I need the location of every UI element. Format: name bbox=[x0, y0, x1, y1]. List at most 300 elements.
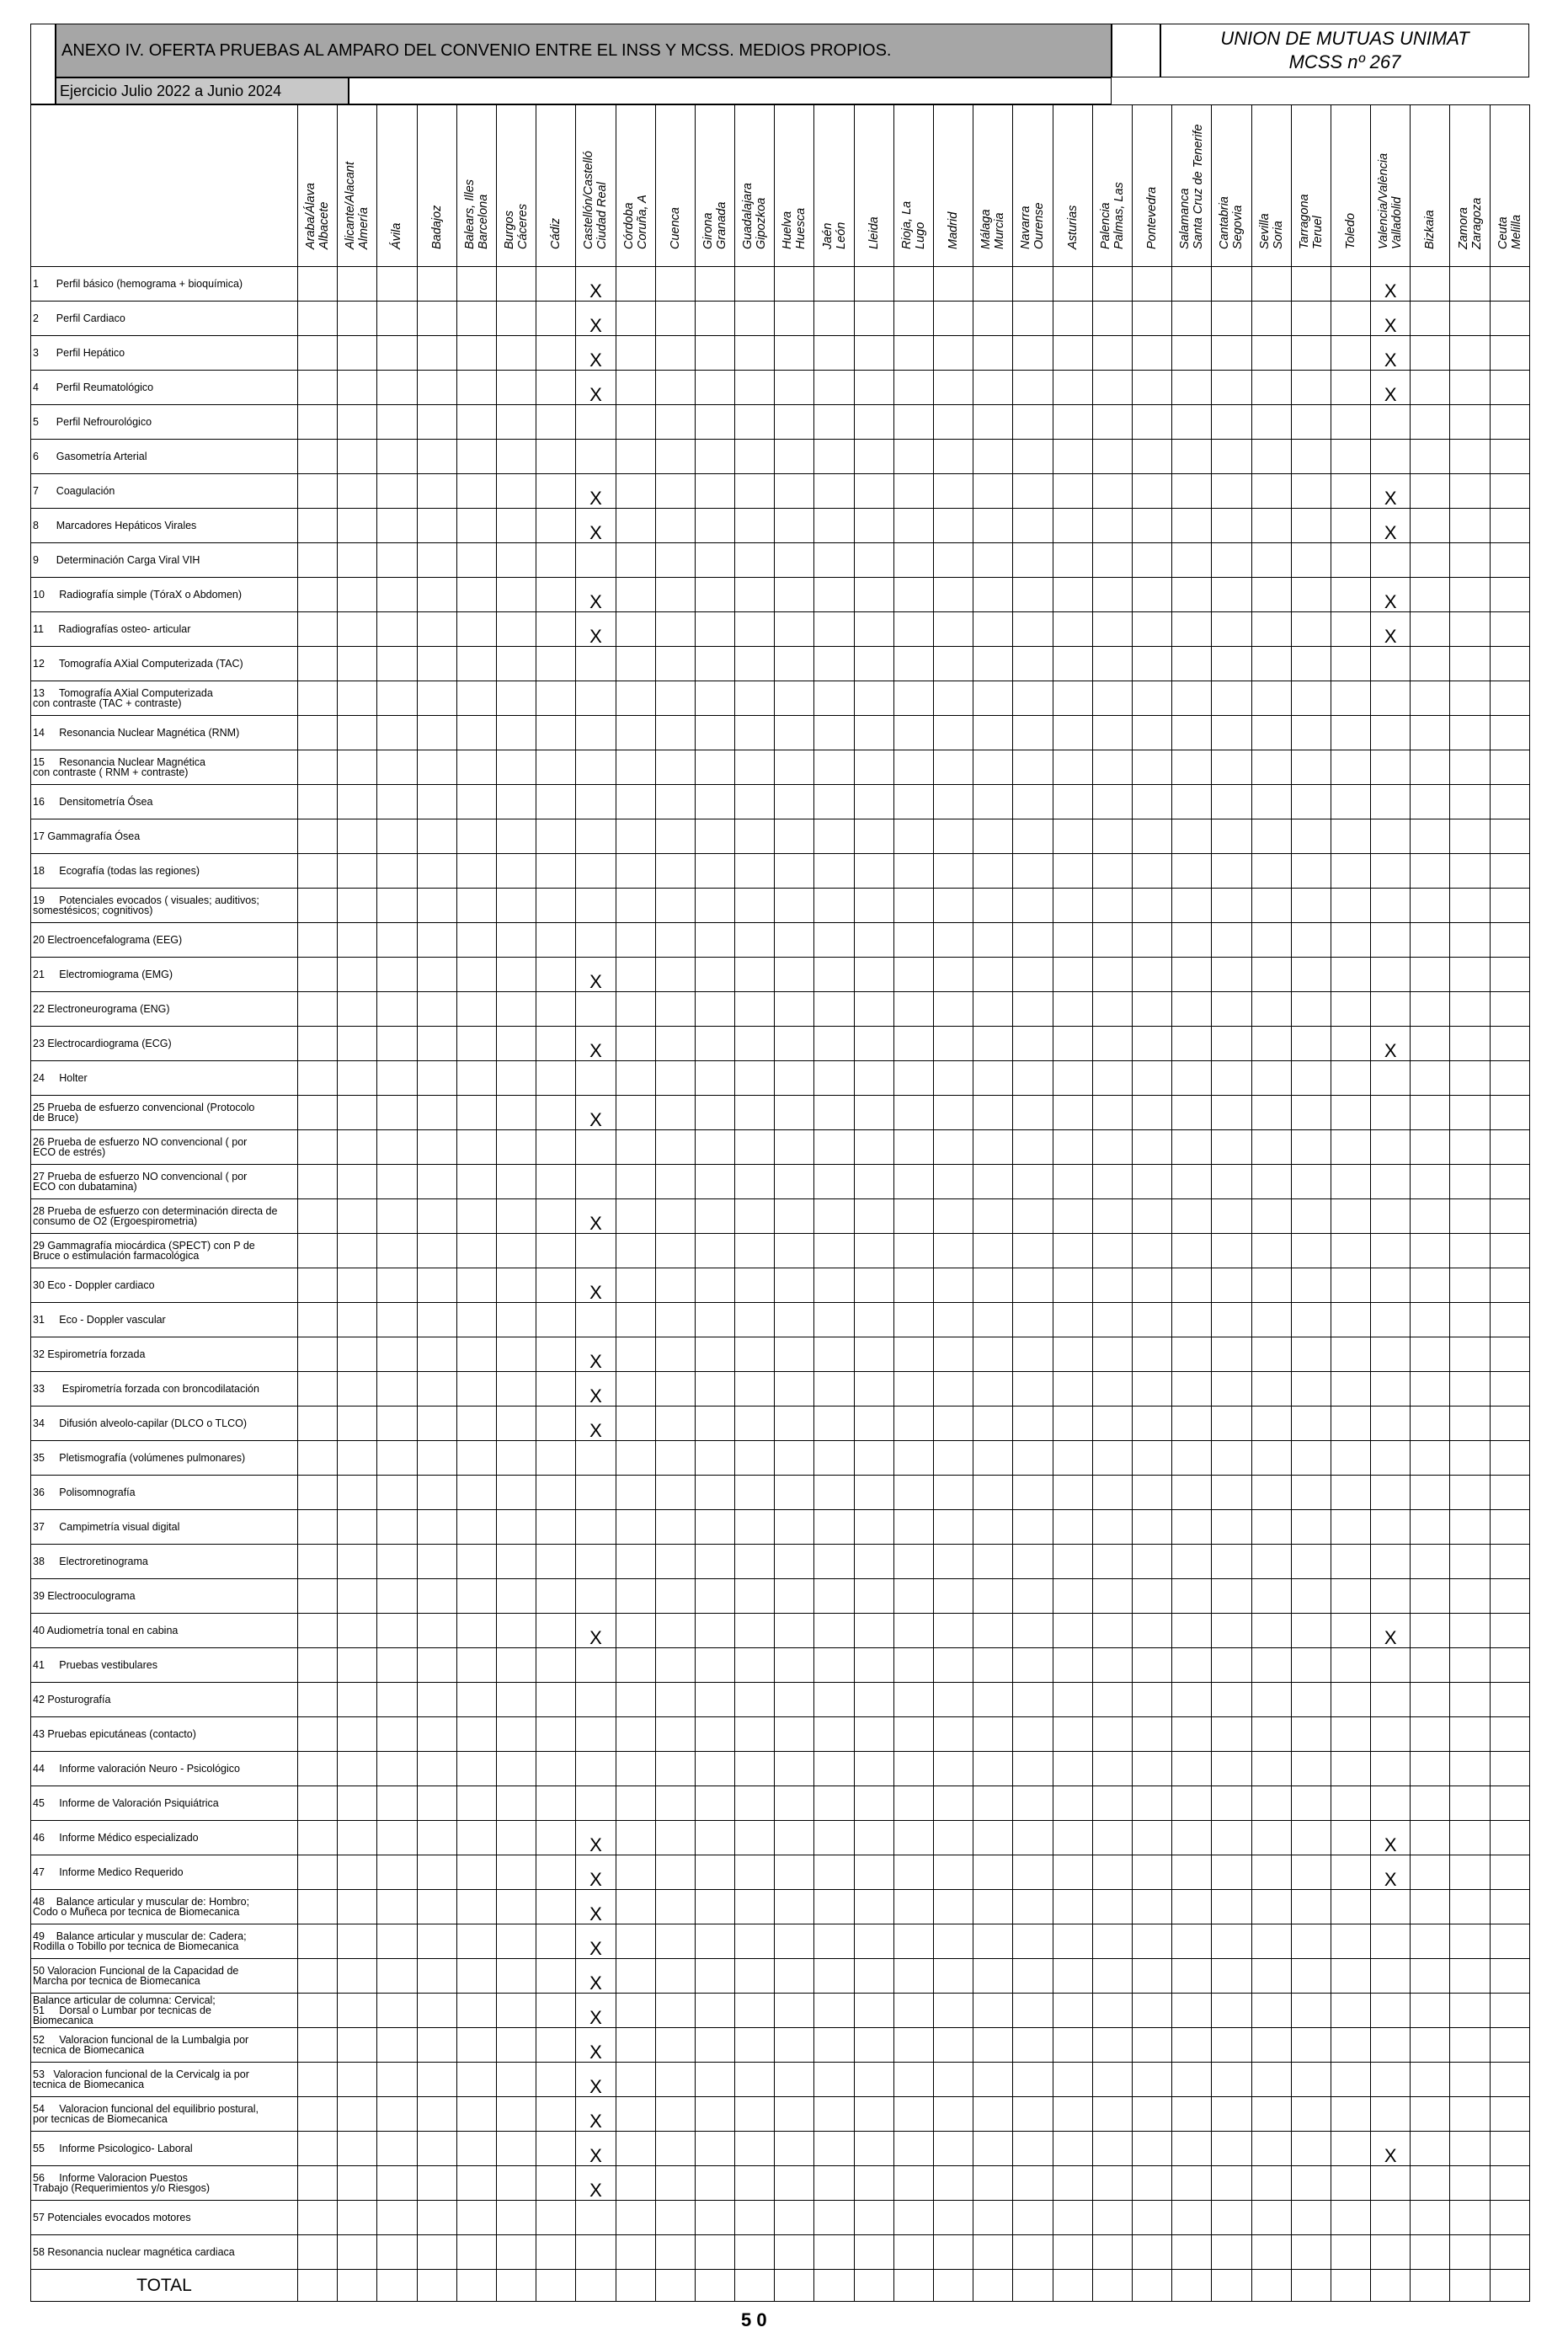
offer-mark: X bbox=[589, 1834, 602, 1855]
offer-cell bbox=[1450, 336, 1490, 371]
offer-cell bbox=[1092, 716, 1132, 750]
offer-cell bbox=[1331, 371, 1370, 405]
offer-cell bbox=[298, 2063, 338, 2097]
test-row bbox=[31, 1165, 1530, 1199]
offer-cell bbox=[934, 2097, 973, 2132]
offer-cell bbox=[1331, 854, 1370, 889]
offer-cell bbox=[616, 1752, 655, 1786]
offer-cell bbox=[735, 1303, 775, 1337]
test-label-line: 16 Densitometría Ósea bbox=[33, 796, 153, 808]
offer-cell bbox=[1092, 543, 1132, 578]
offer-cell bbox=[1172, 1303, 1212, 1337]
offer-cell bbox=[1490, 2028, 1529, 2063]
offer-cell bbox=[854, 1994, 893, 2028]
offer-cell bbox=[576, 509, 616, 543]
offer-cell bbox=[496, 509, 536, 543]
total-cell bbox=[298, 2270, 338, 2302]
offer-cell bbox=[456, 1752, 496, 1786]
offer-cell bbox=[456, 681, 496, 716]
offer-cell bbox=[814, 1303, 854, 1337]
test-label-line: 35 Pletismografía (volúmenes pulmonares) bbox=[33, 1452, 246, 1464]
offer-cell bbox=[893, 1579, 933, 1614]
offer-cell bbox=[973, 2028, 1013, 2063]
offer-cell bbox=[695, 819, 734, 854]
province-name: Burgos bbox=[503, 211, 517, 249]
offer-cell bbox=[735, 854, 775, 889]
offer-mark: X bbox=[1384, 1834, 1397, 1855]
offer-cell bbox=[1371, 302, 1411, 336]
offer-cell bbox=[1013, 1890, 1053, 1924]
offer-cell bbox=[496, 750, 536, 785]
offer-cell bbox=[377, 1234, 417, 1268]
offer-mark: X bbox=[1384, 315, 1397, 336]
offer-cell bbox=[1450, 474, 1490, 509]
offer-cell bbox=[536, 1061, 576, 1096]
offer-cell bbox=[1092, 1855, 1132, 1890]
offer-cell bbox=[298, 647, 338, 681]
offer-cell bbox=[1132, 1510, 1171, 1545]
offer-cell bbox=[814, 750, 854, 785]
offer-cell bbox=[338, 1614, 377, 1648]
offer-cell bbox=[1371, 1061, 1411, 1096]
offer-cell bbox=[1172, 474, 1212, 509]
province-name: Castellón/Castelló bbox=[582, 151, 596, 249]
offer-cell bbox=[893, 716, 933, 750]
total-cell bbox=[1053, 2270, 1092, 2302]
offer-cell bbox=[1132, 1337, 1171, 1372]
offer-cell bbox=[1132, 2235, 1171, 2270]
offer-cell bbox=[1132, 336, 1171, 371]
offer-cell bbox=[1172, 509, 1212, 543]
offer-cell bbox=[1331, 336, 1370, 371]
offer-cell bbox=[1132, 1165, 1171, 1199]
offer-cell bbox=[536, 267, 576, 302]
offer-cell bbox=[1132, 1061, 1171, 1096]
offer-cell bbox=[893, 1407, 933, 1441]
offer-cell bbox=[1053, 1476, 1092, 1510]
annex-title bbox=[56, 24, 1112, 77]
offer-cell bbox=[1291, 371, 1331, 405]
offer-cell bbox=[1212, 681, 1251, 716]
offer-cell bbox=[735, 1683, 775, 1717]
offer-cell bbox=[576, 681, 616, 716]
offer-cell bbox=[1450, 1165, 1490, 1199]
province-name: Madrid bbox=[947, 211, 961, 249]
offer-cell bbox=[1013, 1786, 1053, 1821]
offer-cell bbox=[1172, 1027, 1212, 1061]
offer-cell bbox=[1450, 578, 1490, 612]
offer-cell bbox=[893, 302, 933, 336]
offer-cell bbox=[536, 1994, 576, 2028]
offer-cell bbox=[934, 1407, 973, 1441]
offer-cell bbox=[456, 1786, 496, 1821]
offer-cell bbox=[1490, 1579, 1529, 1614]
offer-cell bbox=[814, 474, 854, 509]
offer-cell bbox=[536, 1130, 576, 1165]
offer-cell bbox=[1053, 647, 1092, 681]
offer-cell bbox=[1371, 267, 1411, 302]
test-label-line: 29 Gammagrafía miocárdica (SPECT) con P de bbox=[33, 1240, 255, 1252]
offer-cell bbox=[1251, 612, 1291, 647]
annex-sheet bbox=[30, 24, 1529, 2293]
test-label-line: 45 Informe de Valoración Psiquiátrica bbox=[33, 1797, 219, 1809]
offer-cell bbox=[1212, 2235, 1251, 2270]
offer-cell bbox=[377, 2028, 417, 2063]
offer-cell bbox=[814, 819, 854, 854]
test-row bbox=[31, 440, 1530, 474]
offer-cell bbox=[775, 1027, 814, 1061]
offer-cell bbox=[735, 302, 775, 336]
offer-cell bbox=[496, 819, 536, 854]
offer-cell bbox=[1450, 1786, 1490, 1821]
offer-cell bbox=[695, 474, 734, 509]
offer-cell bbox=[496, 1027, 536, 1061]
test-label-line: Balance articular de columna: Cervical; bbox=[33, 1994, 216, 2006]
offer-cell bbox=[893, 889, 933, 923]
offer-cell bbox=[1331, 1855, 1370, 1890]
offer-cell bbox=[893, 1441, 933, 1476]
offer-cell bbox=[1251, 889, 1291, 923]
mutua-number: MCSS nº 267 bbox=[1288, 51, 1401, 72]
offer-cell bbox=[973, 1683, 1013, 1717]
province-name: Balears, Illes bbox=[462, 179, 477, 249]
offer-cell bbox=[1490, 1648, 1529, 1683]
offer-cell bbox=[735, 2201, 775, 2235]
offer-cell bbox=[1490, 716, 1529, 750]
offer-cell bbox=[1132, 405, 1171, 440]
offer-cell bbox=[1053, 336, 1092, 371]
test-label-line: 8 Marcadores Hepáticos Virales bbox=[33, 520, 197, 531]
offer-cell bbox=[1450, 2063, 1490, 2097]
total-cell bbox=[775, 2270, 814, 2302]
test-label-line: 48 Balance articular y muscular de: Hombro; bbox=[33, 1896, 250, 1908]
offer-cell bbox=[1371, 1545, 1411, 1579]
offer-cell bbox=[576, 889, 616, 923]
test-label bbox=[31, 1199, 298, 1234]
test-label bbox=[31, 1821, 298, 1855]
offer-cell bbox=[496, 1165, 536, 1199]
offer-cell bbox=[1172, 1683, 1212, 1717]
offer-cell bbox=[1092, 889, 1132, 923]
offer-cell bbox=[536, 371, 576, 405]
offer-cell bbox=[1411, 1061, 1450, 1096]
offer-cell bbox=[775, 854, 814, 889]
offer-cell bbox=[973, 509, 1013, 543]
offer-cell bbox=[417, 1752, 456, 1786]
offer-cell bbox=[298, 1752, 338, 1786]
offer-cell bbox=[775, 681, 814, 716]
offer-cell bbox=[1251, 647, 1291, 681]
offer-cell bbox=[1013, 1441, 1053, 1476]
offer-cell bbox=[1053, 1096, 1092, 1130]
offer-cell bbox=[893, 2201, 933, 2235]
offer-mark: X bbox=[589, 971, 602, 992]
offer-cell bbox=[934, 1199, 973, 1234]
offer-cell bbox=[934, 1924, 973, 1959]
offer-cell bbox=[298, 1510, 338, 1545]
offer-cell bbox=[1013, 1199, 1053, 1234]
test-row bbox=[31, 1579, 1530, 1614]
offer-cell bbox=[1411, 474, 1450, 509]
test-label bbox=[31, 716, 298, 750]
offer-cell bbox=[576, 302, 616, 336]
offer-cell bbox=[298, 336, 338, 371]
offer-cell bbox=[1411, 1407, 1450, 1441]
offer-cell bbox=[775, 1821, 814, 1855]
offer-cell bbox=[775, 1337, 814, 1372]
offer-cell bbox=[1172, 1441, 1212, 1476]
offer-cell bbox=[1450, 1855, 1490, 1890]
offer-cell bbox=[417, 1786, 456, 1821]
offer-cell bbox=[1371, 1476, 1411, 1510]
offer-cell bbox=[1092, 1717, 1132, 1752]
offer-cell bbox=[1450, 1234, 1490, 1268]
offer-cell bbox=[298, 1545, 338, 1579]
offer-cell bbox=[655, 785, 695, 819]
offer-cell bbox=[417, 958, 456, 992]
offer-cell bbox=[338, 750, 377, 785]
offer-cell bbox=[775, 612, 814, 647]
offer-cell bbox=[496, 2063, 536, 2097]
offer-cell bbox=[1450, 1476, 1490, 1510]
offer-cell bbox=[1053, 2201, 1092, 2235]
offer-cell bbox=[377, 750, 417, 785]
offer-cell bbox=[1092, 2028, 1132, 2063]
offer-cell bbox=[1490, 440, 1529, 474]
test-label-line: 33 Espirometría forzada con broncodilatación bbox=[33, 1383, 259, 1395]
offer-cell bbox=[1371, 681, 1411, 716]
offer-cell bbox=[854, 612, 893, 647]
test-row bbox=[31, 1648, 1530, 1683]
offer-cell bbox=[1291, 1303, 1331, 1337]
offer-cell bbox=[934, 1130, 973, 1165]
offer-cell bbox=[298, 1407, 338, 1441]
offer-cell bbox=[1092, 302, 1132, 336]
offer-cell bbox=[1013, 1303, 1053, 1337]
province-name: Valencia/València bbox=[1377, 152, 1391, 249]
offer-cell bbox=[814, 1268, 854, 1303]
offer-cell bbox=[1291, 1683, 1331, 1717]
offer-cell bbox=[338, 371, 377, 405]
offer-cell bbox=[1212, 889, 1251, 923]
offer-cell bbox=[934, 1027, 973, 1061]
offer-cell bbox=[735, 1994, 775, 2028]
offer-cell bbox=[973, 2235, 1013, 2270]
total-cell bbox=[1212, 2270, 1251, 2302]
offer-cell bbox=[576, 474, 616, 509]
test-row bbox=[31, 1994, 1530, 2028]
test-label-line: 46 Informe Médico especializado bbox=[33, 1832, 199, 1844]
province-name: Girona bbox=[701, 212, 715, 249]
offer-cell bbox=[536, 612, 576, 647]
offer-cell bbox=[1331, 1821, 1370, 1855]
annex-title-text: ANEXO IV. OFERTA PRUEBAS AL AMPARO DEL CONVENIO ENTRE EL INSS Y MCSS. MEDIOS PROPIOS. bbox=[61, 40, 892, 60]
offer-cell bbox=[655, 647, 695, 681]
offer-cell bbox=[377, 992, 417, 1027]
offer-cell bbox=[338, 1441, 377, 1476]
offer-cell bbox=[655, 1924, 695, 1959]
offer-cell bbox=[934, 1337, 973, 1372]
total-cell bbox=[1490, 2270, 1529, 2302]
offer-cell bbox=[893, 578, 933, 612]
offer-cell bbox=[417, 1648, 456, 1683]
offer-cell bbox=[934, 1476, 973, 1510]
test-row bbox=[31, 2201, 1530, 2235]
total-cell bbox=[1092, 2270, 1132, 2302]
offer-cell bbox=[1172, 819, 1212, 854]
offer-cell bbox=[893, 543, 933, 578]
offer-cell bbox=[854, 302, 893, 336]
offer-cell bbox=[735, 1407, 775, 1441]
offer-cell bbox=[775, 992, 814, 1027]
test-label bbox=[31, 681, 298, 716]
offer-cell bbox=[934, 1545, 973, 1579]
test-label bbox=[31, 1752, 298, 1786]
test-row bbox=[31, 889, 1530, 923]
offer-cell bbox=[1212, 992, 1251, 1027]
offer-cell bbox=[1172, 336, 1212, 371]
test-label-line: tecnica de Biomecanica bbox=[33, 2079, 145, 2090]
offer-cell bbox=[1013, 958, 1053, 992]
offer-cell bbox=[1132, 750, 1171, 785]
test-row bbox=[31, 405, 1530, 440]
offer-cell bbox=[1251, 1648, 1291, 1683]
offer-cell bbox=[1291, 1407, 1331, 1441]
offer-cell bbox=[1331, 1407, 1370, 1441]
offer-cell bbox=[1291, 1234, 1331, 1268]
offer-cell bbox=[973, 1165, 1013, 1199]
offer-cell bbox=[1013, 2063, 1053, 2097]
offer-cell bbox=[775, 2097, 814, 2132]
offer-cell bbox=[1092, 2097, 1132, 2132]
offer-cell bbox=[934, 1372, 973, 1407]
province-name: Zamora bbox=[1456, 207, 1470, 249]
offer-cell bbox=[1172, 1786, 1212, 1821]
offer-cell bbox=[496, 1130, 536, 1165]
offer-cell bbox=[1251, 302, 1291, 336]
offer-cell bbox=[1450, 2235, 1490, 2270]
offer-cell bbox=[616, 440, 655, 474]
offer-cell bbox=[1053, 958, 1092, 992]
offer-cell bbox=[576, 1648, 616, 1683]
offer-cell bbox=[1013, 1234, 1053, 1268]
offer-cell bbox=[1331, 1959, 1370, 1994]
offer-cell bbox=[536, 923, 576, 958]
offer-cell bbox=[655, 1234, 695, 1268]
offer-cell bbox=[1053, 992, 1092, 1027]
offer-cell bbox=[775, 1476, 814, 1510]
offer-cell bbox=[1331, 1648, 1370, 1683]
offer-cell bbox=[536, 1924, 576, 1959]
offer-cell bbox=[536, 1268, 576, 1303]
offer-cell bbox=[616, 681, 655, 716]
province-column-header bbox=[973, 105, 1013, 267]
offer-cell bbox=[1172, 1510, 1212, 1545]
offer-cell bbox=[655, 1165, 695, 1199]
offer-cell bbox=[1411, 578, 1450, 612]
offer-cell bbox=[973, 1510, 1013, 1545]
offer-cell bbox=[1490, 992, 1529, 1027]
offer-cell bbox=[1212, 1717, 1251, 1752]
offer-cell bbox=[1251, 1441, 1291, 1476]
offer-cell bbox=[1251, 1994, 1291, 2028]
offer-cell bbox=[1371, 1337, 1411, 1372]
offer-cell bbox=[338, 1061, 377, 1096]
offer-cell bbox=[417, 1199, 456, 1234]
offer-cell bbox=[1212, 336, 1251, 371]
offer-cell bbox=[338, 1510, 377, 1545]
offer-cell bbox=[456, 1476, 496, 1510]
offer-cell bbox=[893, 1476, 933, 1510]
offer-cell bbox=[655, 1096, 695, 1130]
offer-cell bbox=[417, 2028, 456, 2063]
offer-cell bbox=[536, 1683, 576, 1717]
offer-cell bbox=[1212, 1130, 1251, 1165]
header-label-cell bbox=[31, 105, 298, 267]
offer-cell bbox=[456, 543, 496, 578]
offer-cell bbox=[576, 371, 616, 405]
offer-cell bbox=[1291, 336, 1331, 371]
offer-cell bbox=[338, 716, 377, 750]
offer-cell bbox=[1291, 1337, 1331, 1372]
offer-cell bbox=[1013, 2201, 1053, 2235]
offer-cell bbox=[1132, 578, 1171, 612]
offer-cell bbox=[616, 1165, 655, 1199]
offer-cell bbox=[1411, 1027, 1450, 1061]
offer-cell bbox=[1092, 1268, 1132, 1303]
offer-cell bbox=[735, 1061, 775, 1096]
province-column-header bbox=[854, 105, 893, 267]
offer-cell bbox=[1172, 1924, 1212, 1959]
offer-cell bbox=[1291, 1855, 1331, 1890]
province-column-header bbox=[893, 105, 933, 267]
offer-cell bbox=[655, 2097, 695, 2132]
offer-cell bbox=[973, 1614, 1013, 1648]
offer-cell bbox=[536, 1614, 576, 1648]
offer-cell bbox=[536, 543, 576, 578]
offer-cell bbox=[1490, 1959, 1529, 1994]
offer-cell bbox=[1490, 1924, 1529, 1959]
offer-cell bbox=[1490, 1096, 1529, 1130]
offer-cell bbox=[854, 681, 893, 716]
offer-cell bbox=[338, 681, 377, 716]
offer-cell bbox=[1331, 1614, 1370, 1648]
test-label bbox=[31, 1786, 298, 1821]
offer-cell bbox=[1251, 405, 1291, 440]
offer-cell bbox=[1450, 785, 1490, 819]
offer-cell bbox=[1212, 1545, 1251, 1579]
mutua-info bbox=[1160, 24, 1529, 77]
offer-cell bbox=[934, 1096, 973, 1130]
total-cell bbox=[695, 2270, 734, 2302]
offer-cell bbox=[854, 923, 893, 958]
offer-cell bbox=[338, 2063, 377, 2097]
offer-cell bbox=[1212, 1752, 1251, 1786]
offer-cell bbox=[1092, 2235, 1132, 2270]
test-label-line: Bruce o estimulación farmacológica bbox=[33, 1250, 200, 1262]
offer-cell bbox=[536, 2097, 576, 2132]
offer-cell bbox=[934, 958, 973, 992]
offer-cell bbox=[893, 1061, 933, 1096]
offer-cell bbox=[973, 1924, 1013, 1959]
offer-cell bbox=[1092, 1545, 1132, 1579]
offer-cell bbox=[377, 1199, 417, 1234]
offer-cell bbox=[377, 1614, 417, 1648]
province-column-header bbox=[1053, 105, 1092, 267]
offer-cell bbox=[1092, 1027, 1132, 1061]
offer-cell bbox=[1212, 2132, 1251, 2166]
offer-cell bbox=[1251, 543, 1291, 578]
